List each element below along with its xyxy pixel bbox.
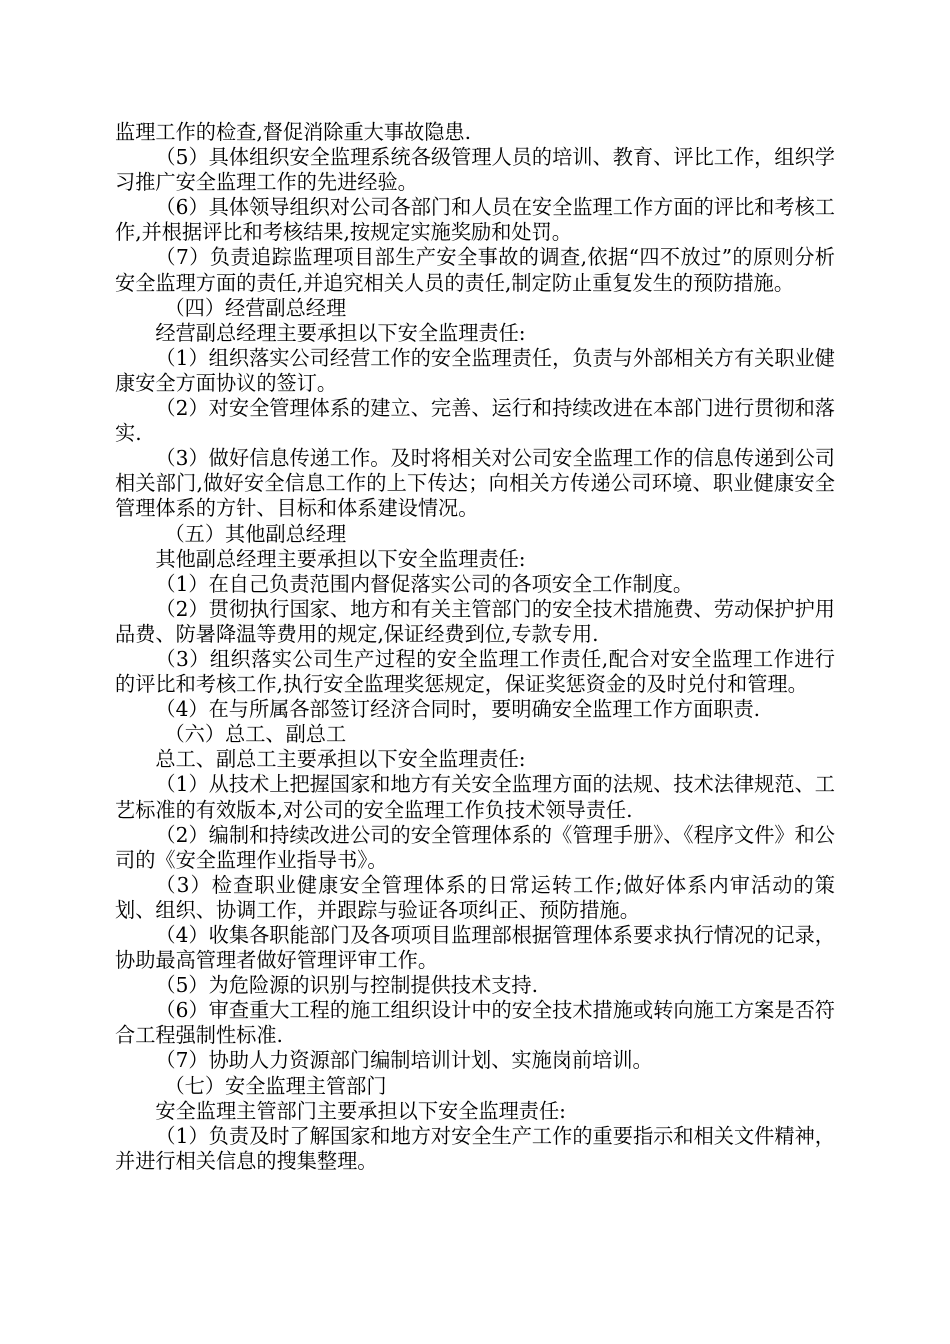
paragraph-18: （1）从技术上把握国家和地方有关安全监理方面的法规、技术法律规范、工艺标准的有效版本,对公司的安全监理工作负技术领导责任. xyxy=(115,772,835,822)
paragraph-26: 安全监理主管部门主要承担以下安全监理责任: xyxy=(155,1098,566,1123)
paragraph-22: （5）为危险源的识别与控制提供技术支持. xyxy=(155,973,539,998)
section-heading-6: （六）总工、副总工 xyxy=(164,722,347,747)
paragraph-15: （4）在与所属各部签订经济合同时，要明确安全监理工作方面职责. xyxy=(155,697,761,722)
paragraph-21: （4）收集各职能部门及各项项目监理部根据管理体系要求执行情况的记录，协助最高管理者做好管理评审工作。 xyxy=(115,923,835,973)
paragraph-27: （1）负责及时了解国家和地方对安全生产工作的重要指示和相关文件精神，并进行相关信息的搜集整理。 xyxy=(115,1123,835,1173)
paragraph-24: （7）协助人力资源部门编制培训计划、实施岗前培训。 xyxy=(155,1048,653,1073)
paragraph-6: 经营副总经理主要承担以下安全监理责任: xyxy=(155,320,526,345)
paragraph-11: 其他副总经理主要承担以下安全监理责任: xyxy=(155,546,526,571)
paragraph-19: （2）编制和持续改进公司的安全管理体系的《管理手册》、《程序文件》和公司的《安全监理作业指导书》。 xyxy=(115,822,835,872)
paragraph-4: （7）负责追踪监理项目部生产安全事故的调查,依据“四不放过”的原则分析安全监理方面的责任,并追究相关人员的责任,制定防止重复发生的预防措施。 xyxy=(115,245,835,295)
paragraph-17: 总工、副总工主要承担以下安全监理责任: xyxy=(155,747,526,772)
paragraph-2: （5）具体组织安全监理系统各级管理人员的培训、教育、评比工作，组织学习推广安全监理工作的先进经验。 xyxy=(115,145,835,195)
paragraph-12: （1）在自己负责范围内督促落实公司的各项安全工作制度。 xyxy=(155,571,694,596)
paragraph-20: （3）检查职业健康安全管理体系的日常运转工作;做好体系内审活动的策划、组织、协调工作，并跟踪与验证各项纠正、预防措施。 xyxy=(115,872,835,922)
paragraph-7: （1）组织落实公司经营工作的安全监理责任，负责与外部相关方有关职业健康安全方面协议的签订。 xyxy=(115,345,835,395)
paragraph-3: （6）具体领导组织对公司各部门和人员在安全监理工作方面的评比和考核工作,并根据评比和考核结果,按规定实施奖励和处罚。 xyxy=(115,195,835,245)
paragraph-9: （3）做好信息传递工作。及时将相关对公司安全监理工作的信息传递到公司相关部门,做好安全信息工作的上下传达；向相关方传递公司环境、职业健康安全管理体系的方针、目标和体系建设情况。 xyxy=(115,446,835,521)
section-heading-7: （七）安全监理主管部门 xyxy=(164,1073,387,1098)
paragraph-1: 监理工作的检查,督促消除重大事故隐患. xyxy=(115,120,472,144)
paragraph-13: （2）贯彻执行国家、地方和有关主管部门的安全技术措施费、劳动保护护用品费、防暑降温等费用的规定,保证经费到位,专款专用. xyxy=(115,596,835,646)
paragraph-8: （2）对安全管理体系的建立、完善、运行和持续改进在本部门进行贯彻和落实. xyxy=(115,396,835,446)
paragraph-23: （6）审查重大工程的施工组织设计中的安全技术措施或转向施工方案是否符合工程强制性标准. xyxy=(115,998,835,1048)
paragraph-14: （3）组织落实公司生产过程的安全监理工作责任,配合对安全监理工作进行的评比和考核工作,执行安全监理奖惩规定，保证奖惩资金的及时兑付和管理。 xyxy=(115,646,835,697)
document-body xyxy=(115,120,835,1174)
section-heading-5: （五）其他副总经理 xyxy=(164,521,347,546)
section-heading-4: （四）经营副总经理 xyxy=(164,295,347,320)
